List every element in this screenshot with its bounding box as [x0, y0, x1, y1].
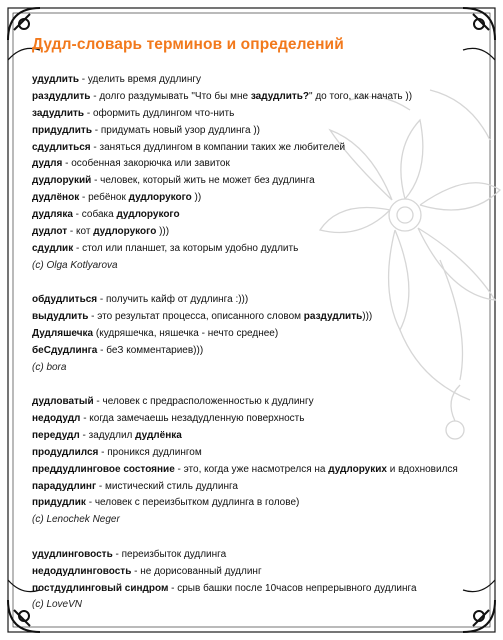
entry-definition: - долго раздумывать "Что бы мне [90, 90, 251, 102]
entry-term: сдудлиться [32, 141, 91, 153]
page-title: Дудл-словарь терминов и определений [32, 36, 344, 53]
glossary-entry [32, 428, 494, 445]
glossary-entry [32, 411, 494, 428]
glossary-entry [32, 343, 494, 360]
glossary-entry [32, 309, 494, 326]
section-gap [32, 275, 494, 293]
glossary-entry [32, 547, 494, 564]
glossary-entry [32, 581, 494, 598]
glossary-entry [32, 72, 494, 89]
entry-term: Дудляшечка [32, 327, 94, 339]
entry-term: выдудлить [32, 311, 89, 323]
entry-definition: - человек, который жить не может без дудлинга [91, 175, 315, 187]
entry-term: недодудлинговость [32, 565, 132, 577]
entry-definition: - человек с предрасположенностью к дудлингу [93, 396, 314, 408]
entry-definition-rest: ))) [362, 311, 373, 323]
entry-definition: - оформить дудлингом что-нить [84, 107, 235, 119]
entry-emphasis: дудлорукого [128, 192, 192, 204]
glossary-entry [32, 479, 494, 496]
entry-definition: - кот [67, 226, 94, 238]
entry-term: задудлить [32, 107, 85, 119]
entry-definition: - получить кайф от дудлинга :))) [97, 294, 249, 306]
entry-emphasis: дудлорукого [93, 226, 157, 238]
glossary-entry [32, 495, 494, 512]
entry-definition: - беЗ комментариев))) [97, 344, 204, 356]
entry-definition-rest: " до того, как начать )) [309, 90, 413, 102]
entry-term: раздудлить [32, 90, 91, 102]
glossary-section [32, 394, 494, 529]
glossary-entry [32, 89, 494, 106]
entry-definition: - заняться дудлингом в компании таких же любителей [90, 141, 346, 153]
entry-term: преддудлинговое состояние [32, 463, 175, 475]
entry-term: сдудлик [32, 242, 74, 254]
section-credit: (c) Olga Kotlyarova [32, 259, 118, 271]
glossary-section [32, 72, 494, 275]
entry-term: передудл [32, 429, 80, 441]
section-credit: (c) bora [32, 361, 67, 373]
entry-definition: - проникся дудлингом [98, 446, 202, 458]
glossary-entry [32, 106, 494, 123]
entry-definition: - собака [72, 209, 117, 221]
entry-definition: - стол или планшет, за которым удобно дудлить [73, 242, 299, 254]
entry-term: придудлить [32, 124, 92, 136]
entry-definition: - это, когда уже насмотрелся на [174, 463, 329, 475]
entry-definition-rest: ))) [156, 226, 170, 238]
entry-definition-rest: и вдохновился [386, 463, 458, 475]
entry-definition: - придумать новый узор дудлинга )) [91, 124, 260, 136]
glossary-entry [32, 207, 494, 224]
entry-emphasis: дудлорукого [116, 209, 180, 221]
glossary-entry [32, 241, 494, 258]
entry-definition-rest: )) [191, 192, 202, 204]
entry-term: удудлить [32, 74, 79, 85]
section-credit: (c) LoveVN [32, 599, 83, 611]
entry-term: удудлинговость [32, 548, 113, 560]
glossary-entry [32, 123, 494, 140]
entry-term: дудляка [32, 209, 73, 221]
entry-term: дудлёнок [32, 192, 80, 204]
glossary-entry [32, 173, 494, 190]
entry-emphasis: дудлоруких [328, 463, 387, 475]
entry-definition: - ребёнок [79, 192, 129, 204]
entry-definition: - срыв башки после 10часов непрерывного дудлинга [168, 582, 417, 594]
section-credit: (c) Lenochek Neger [32, 514, 120, 526]
glossary-entry [32, 292, 494, 309]
glossary-entry [32, 156, 494, 173]
glossary-section [32, 292, 494, 376]
glossary-entry [32, 140, 494, 157]
entry-term: недодудл [32, 413, 81, 425]
glossary-content [32, 72, 494, 614]
corner-ornament-top-right [463, 8, 495, 60]
entry-definition: - мистический стиль дудлинга [96, 480, 238, 492]
entry-term: дудлорукий [32, 175, 92, 187]
glossary-entry [32, 564, 494, 581]
section-gap [32, 377, 494, 395]
entry-term: дудловатый [32, 396, 94, 408]
entry-definition: - когда замечаешь незадудленную поверхность [80, 413, 305, 425]
glossary-entry [32, 224, 494, 241]
entry-term: постдудлинговый синдром [32, 582, 169, 594]
entry-definition: - особенная закорючка или завиток [62, 158, 230, 170]
entry-term: продудлился [32, 446, 99, 458]
entry-definition: - это результат процесса, описанного словом [88, 311, 304, 323]
entry-emphasis: дудлёнка [135, 429, 182, 441]
entry-definition: (кудряшечка, няшечка - нечто среднее) [93, 327, 279, 339]
entry-emphasis: задудлить? [250, 90, 310, 102]
glossary-section [32, 547, 494, 615]
section-gap [32, 529, 494, 547]
entry-emphasis: раздудлить [303, 311, 363, 323]
glossary-entry [32, 462, 494, 479]
entry-definition: - задудлил [79, 429, 136, 441]
entry-definition: - не дорисованный дудлинг [131, 565, 262, 577]
glossary-entry [32, 394, 494, 411]
entry-term: придудлик [32, 497, 86, 509]
entry-term: обдудлиться [32, 294, 98, 306]
entry-term: беСдудлинга [32, 344, 98, 356]
glossary-entry [32, 190, 494, 207]
entry-term: дудлот [32, 226, 68, 238]
entry-definition: - уделить время дудлингу [79, 74, 202, 85]
entry-definition: - человек с переизбытком дудлинга в голове) [85, 497, 300, 509]
glossary-entry [32, 326, 494, 343]
entry-term: парадудлинг [32, 480, 97, 492]
entry-definition: - переизбыток дудлинга [112, 548, 227, 560]
glossary-entry [32, 445, 494, 462]
entry-term: дудля [32, 158, 63, 170]
